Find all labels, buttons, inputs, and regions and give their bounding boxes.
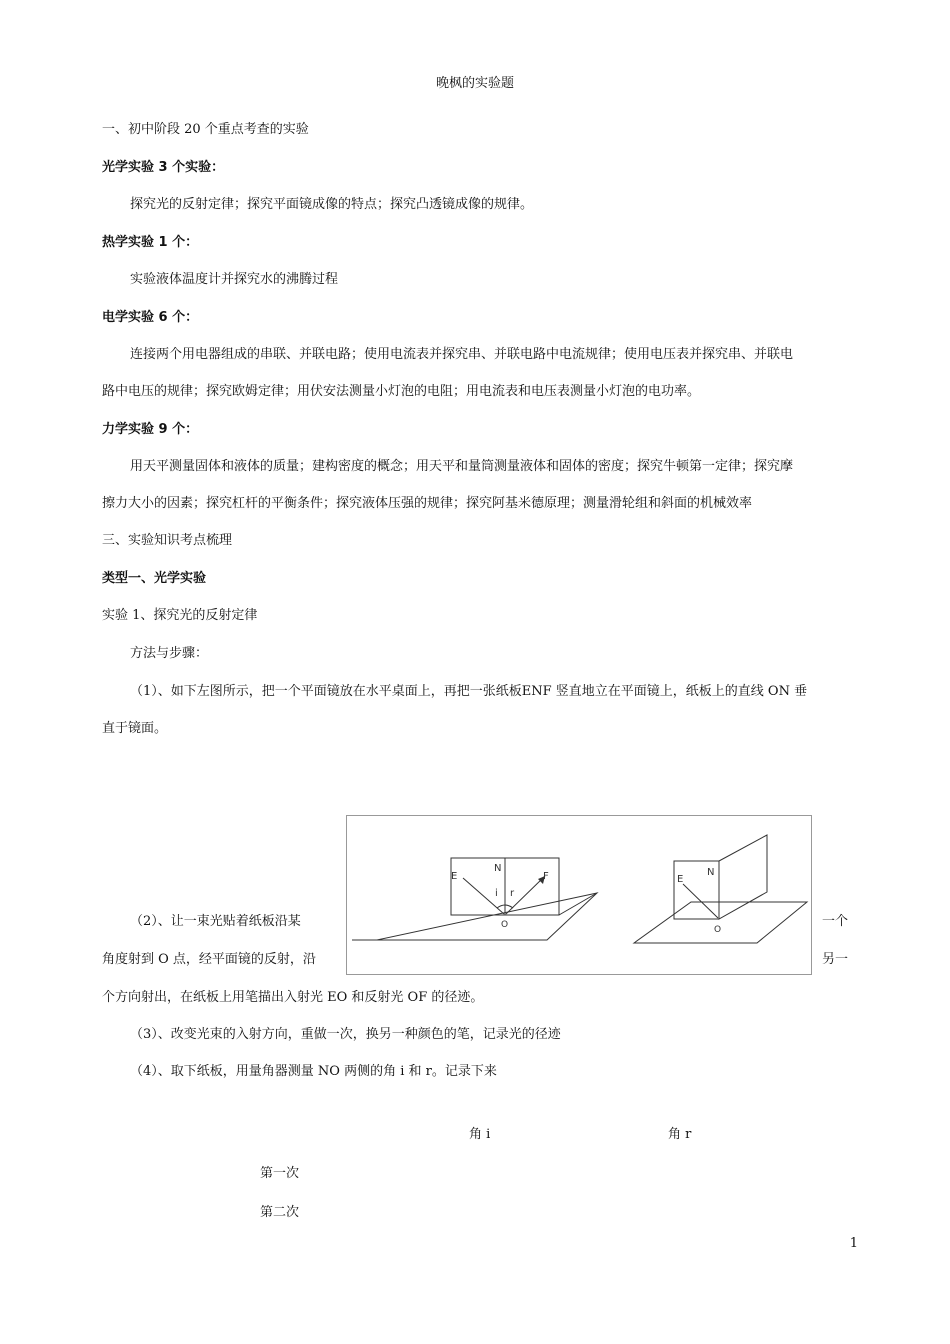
step2-line3: 个方向射出，在纸板上用笔描出入射光 EO 和反射光 OF 的径迹。 — [102, 990, 484, 1005]
right-label-o: O — [714, 925, 722, 935]
left-label-n: N — [494, 863, 502, 874]
reflection-diagram-svg — [347, 816, 811, 974]
page-title: 晚枫的实验题 — [435, 76, 514, 91]
step4: （4）、取下纸板，用量角器测量 NO 两侧的角 i 和 r。记录下来 — [130, 1064, 497, 1079]
method-heading: 方法与步骤： — [130, 646, 209, 661]
table-header-angle-i: 角 i — [469, 1127, 491, 1142]
table-header-angle-r: 角 r — [668, 1127, 692, 1142]
left-label-r: r — [510, 888, 515, 899]
step1-line2: 直于镜面。 — [102, 721, 168, 736]
experiment1-heading: 实验 1、探究光的反射定律 — [102, 608, 258, 623]
right-incident-ray — [683, 884, 718, 918]
optics-text: 探究光的反射定律；探究平面镜成像的特点；探究凸透镜成像的规律。 — [130, 197, 534, 212]
right-label-n: N — [707, 867, 715, 878]
reflection-diagram — [346, 815, 812, 975]
optics-heading: 光学实验 3 个实验： — [102, 160, 225, 175]
electric-heading: 电学实验 6 个： — [102, 310, 199, 325]
right-mirror-plane — [634, 902, 807, 943]
step3: （3）、改变光束的入射方向，重做一次，换另一种颜色的笔，记录光的径迹 — [130, 1027, 561, 1042]
page-number: 1 — [849, 1236, 858, 1251]
left-label-f: F — [543, 871, 549, 882]
left-mirror-plane — [352, 893, 597, 940]
step2-line2-right: 另一 — [822, 952, 849, 967]
step2-line1-left: （2）、让一束光贴着纸板沿某 — [130, 914, 301, 929]
electric-text-line1: 连接两个用电器组成的串联、并联电路；使用电流表并探究串、并联电路中电流规律；使用电压表并探究串、并联电 — [130, 347, 794, 362]
left-label-e: E — [451, 871, 458, 882]
section-heading-1: 一、初中阶段 20 个重点考查的实验 — [102, 122, 309, 137]
mechanics-text-line2: 擦力大小的因素；探究杠杆的平衡条件；探究液体压强的规律；探究阿基米德原理；测量滑轮组和斜面的机械效率 — [102, 496, 753, 511]
step1-line1: （1）、如下左图所示，把一个平面镜放在水平桌面上，再把一张纸板ENF 竖直地立在平面镜上，纸板上的直线 ON 垂 — [130, 684, 808, 699]
type1-heading: 类型一、光学实验 — [102, 571, 207, 586]
step2-line1-right: 一个 — [822, 914, 849, 929]
right-label-e: E — [677, 874, 684, 885]
left-label-i: i — [495, 888, 498, 899]
electric-text-line2: 路中电压的规律；探究欧姆定律；用伏安法测量小灯泡的电阻；用电流表和电压表测量小灯泡的电功率。 — [102, 384, 701, 399]
left-label-o: O — [501, 920, 509, 930]
table-row-first: 第一次 — [260, 1166, 300, 1181]
step2-line2-left: 角度射到 O 点，经平面镜的反射，沿 — [102, 952, 316, 967]
thermal-heading: 热学实验 1 个： — [102, 235, 199, 250]
thermal-text: 实验液体温度计并探究水的沸腾过程 — [130, 272, 339, 287]
table-row-second: 第二次 — [260, 1205, 300, 1220]
mechanics-text-line1: 用天平测量固体和液体的质量；建构密度的概念；用天平和量筒测量液体和固体的密度；探究牛顿第一定律；探究摩 — [130, 459, 794, 474]
mechanics-heading: 力学实验 9 个： — [102, 422, 199, 437]
section-heading-3: 三、实验知识考点梳理 — [102, 533, 233, 548]
right-paper-board-back — [719, 835, 767, 919]
left-incident-ray — [463, 878, 504, 914]
